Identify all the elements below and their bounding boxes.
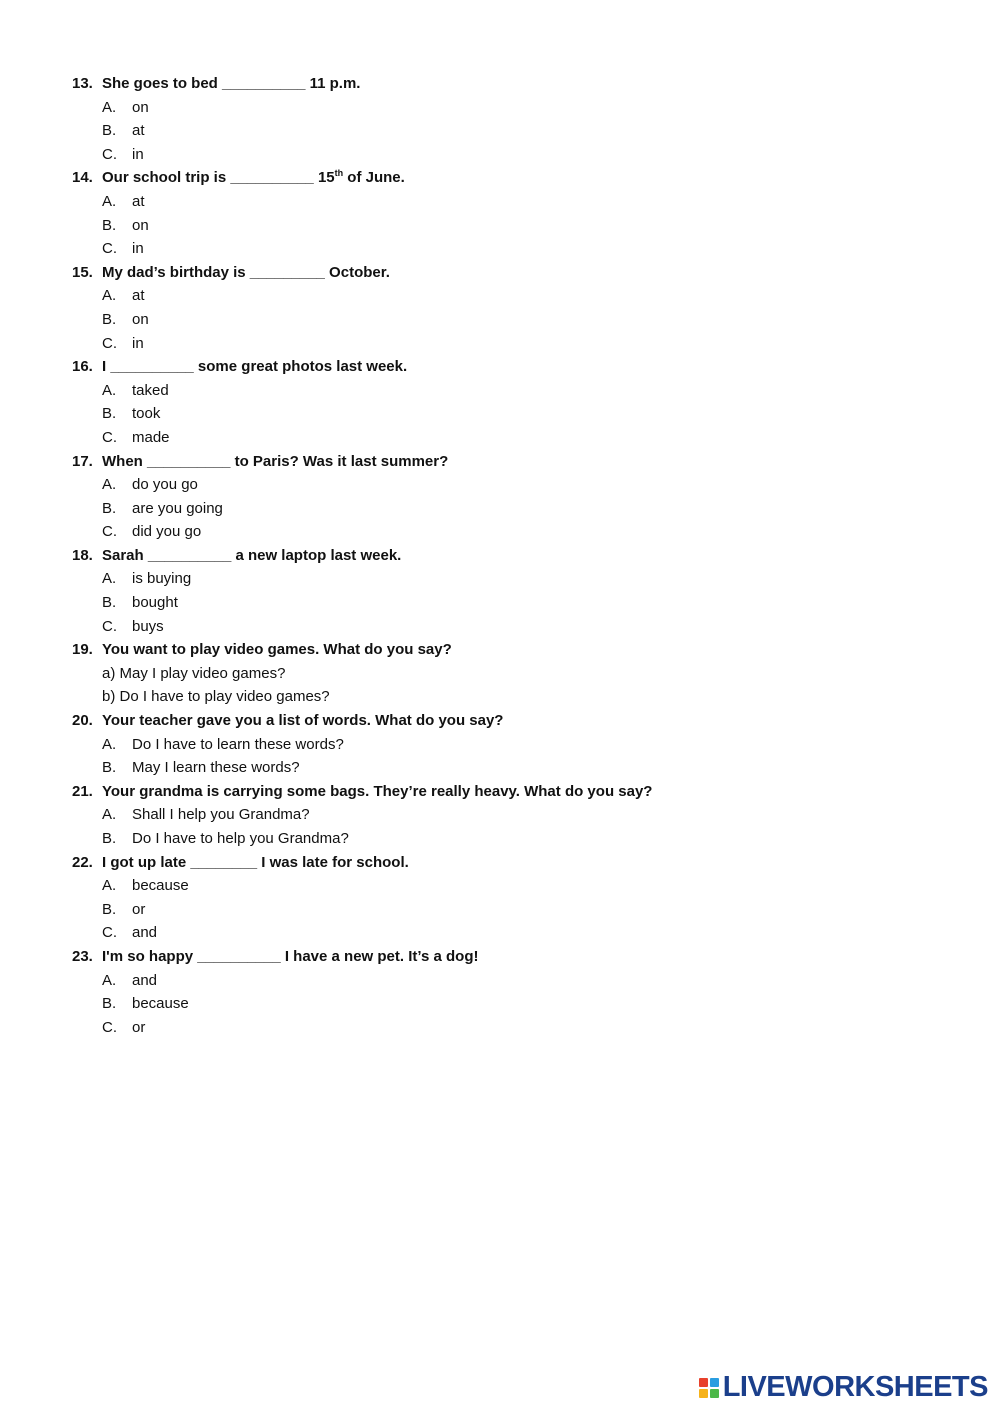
option-letter: C. [102,523,117,541]
option-text: did you go [132,523,202,541]
option-text: at [132,287,145,305]
question-text [72,854,932,878]
question-stem [102,854,409,871]
option-text: at [132,192,145,210]
answer-option[interactable] [72,122,932,146]
option-text: because [132,877,189,895]
option-letter: A. [102,98,117,116]
option-letter: C. [102,1018,117,1036]
answer-option[interactable] [72,523,932,547]
question-stem [102,641,452,658]
option-text: or [132,1018,146,1036]
answer-option[interactable] [72,570,932,594]
option-list [72,382,932,453]
option-text: taked [132,381,169,399]
option-text: Shall I help you Grandma? [132,806,310,824]
option-list [72,806,932,853]
question-number: 23. [72,947,93,965]
question-stem [102,75,360,92]
question-stem [102,453,448,470]
stem-text: She goes to bed __________ 11 p.m. [102,75,361,92]
question-block [72,948,932,1042]
option-text: on [132,216,149,234]
question-block [72,641,932,712]
question-number: 22. [72,853,93,871]
liveworksheets-logo [699,1371,988,1404]
option-letter: A. [102,971,117,989]
option-letter: B. [102,310,117,328]
answer-option[interactable] [72,688,932,712]
stem-text: I'm so happy __________ I have a new pet. It’s a dog! [102,947,479,965]
option-list [72,877,932,948]
stem-text: You want to play video games. What do you say? [102,641,452,659]
logo-square [710,1378,719,1387]
question-stem [102,547,401,564]
question-number: 14. [72,169,93,187]
answer-option[interactable] [72,476,932,500]
answer-option[interactable] [72,500,932,524]
option-letter: C. [102,617,117,635]
answer-option[interactable] [72,830,932,854]
question-stem [102,358,407,375]
option-text: on [132,310,149,328]
option-list [72,193,932,264]
logo-square [699,1389,708,1398]
answer-option[interactable] [72,736,932,760]
option-text: in [132,240,144,258]
question-text [72,75,932,99]
answer-option[interactable] [72,240,932,264]
question-block [72,547,932,641]
question-block [72,783,932,854]
option-text: on [132,98,149,116]
stem-text: When __________ to Paris? Was it last summer? [102,452,449,470]
option-text: because [132,995,189,1013]
answer-option[interactable] [72,995,932,1019]
liveworksheets-logo-icon [699,1378,719,1398]
option-letter: B. [102,216,117,234]
option-text: in [132,334,144,352]
question-number: 15. [72,263,93,281]
option-letter: A. [102,476,117,494]
option-text: a) May I play video games? [102,664,286,682]
stem-superscript: th [334,168,344,179]
question-number: 17. [72,452,93,470]
question-text [72,547,932,571]
answer-option[interactable] [72,382,932,406]
option-letter: A. [102,735,117,753]
option-letter: B. [102,900,117,918]
stem-text: I __________ some great photos last week. [102,358,408,376]
question-block [72,358,932,452]
option-letter: A. [102,877,117,895]
answer-option[interactable] [72,287,932,311]
option-letter: B. [102,759,117,777]
option-letter: B. [102,499,117,517]
answer-option[interactable] [72,901,932,925]
option-list [72,736,932,783]
stem-text: Sarah __________ a new laptop last week. [102,546,402,564]
question-block [72,453,932,547]
option-letter: C. [102,145,117,163]
option-list [72,287,932,358]
question-number: 20. [72,712,93,730]
question-block [72,712,932,783]
option-text: buys [132,617,164,635]
answer-option[interactable] [72,972,932,996]
option-text: May I learn these words? [132,759,300,777]
option-letter: B. [102,830,117,847]
option-text: and [132,924,158,942]
answer-option[interactable] [72,806,932,830]
question-stem [102,264,390,281]
answer-option[interactable] [72,594,932,618]
option-letter: A. [102,192,117,210]
question-stem [102,948,479,965]
option-text: are you going [132,499,223,517]
question-block [72,264,932,358]
question-block [72,75,932,169]
question-number: 21. [72,782,93,800]
question-text [72,358,932,382]
question-number: 13. [72,75,93,92]
question-text [72,712,932,736]
option-text: bought [132,594,178,612]
option-text: in [132,145,144,163]
logo-square [699,1378,708,1387]
answer-option[interactable] [72,311,932,335]
question-text [72,948,932,972]
answer-option[interactable] [72,618,932,642]
option-letter: B. [102,122,117,140]
answer-option[interactable] [72,665,932,689]
option-text: Do I have to help you Grandma? [132,830,349,847]
option-letter: A. [102,287,117,305]
option-letter: C. [102,334,117,352]
answer-option[interactable] [72,217,932,241]
option-letter: B. [102,594,117,612]
stem-text-after: of June. [343,169,405,187]
stem-text: Your teacher gave you a list of words. What do you say? [102,712,504,730]
answer-option[interactable] [72,429,932,453]
question-text [72,783,932,807]
option-text: is buying [132,570,192,588]
question-text [72,453,932,477]
option-list [72,570,932,641]
question-text [72,641,932,665]
answer-option[interactable] [72,877,932,901]
question-number: 18. [72,546,93,564]
option-text: took [132,405,161,423]
answer-option[interactable] [72,193,932,217]
question-number: 16. [72,358,93,376]
option-text: or [132,900,146,918]
option-letter: A. [102,570,117,588]
option-letter: A. [102,381,117,399]
question-stem [102,712,503,729]
answer-option[interactable] [72,146,932,170]
option-letter: B. [102,405,117,423]
option-list [72,99,932,170]
logo-square [710,1389,719,1398]
stem-text: I got up late ________ I was late for school. [102,853,409,871]
option-letter: C. [102,240,117,258]
option-letter: A. [102,806,117,824]
option-list [72,972,932,1043]
option-text: do you go [132,476,198,494]
option-list [72,665,932,712]
answer-option[interactable] [72,924,932,948]
stem-text: Our school trip is __________ 15 [102,169,335,187]
option-text: b) Do I have to play video games? [102,688,330,706]
option-list [72,476,932,547]
option-text: at [132,122,145,140]
question-stem [102,783,652,800]
option-letter: C. [102,924,117,942]
answer-option[interactable] [72,759,932,783]
option-text: made [132,428,170,446]
logo-text: LIVEWORKSHEETS [722,1371,988,1403]
question-number: 19. [72,641,93,659]
answer-option[interactable] [72,335,932,359]
stem-text: My dad’s birthday is _________ October. [102,263,390,281]
option-letter: C. [102,428,117,446]
option-text: and [132,971,158,989]
worksheet [72,75,932,1042]
answer-option[interactable] [72,1019,932,1043]
question-text [72,169,932,193]
question-block [72,169,932,263]
question-text [72,264,932,288]
option-text: Do I have to learn these words? [132,735,344,753]
question-block [72,854,932,948]
option-letter: B. [102,995,117,1013]
stem-text: Your grandma is carrying some bags. They’re really heavy. What do you say? [102,782,653,800]
question-stem [102,169,405,186]
answer-option[interactable] [72,405,932,429]
answer-option[interactable] [72,99,932,123]
